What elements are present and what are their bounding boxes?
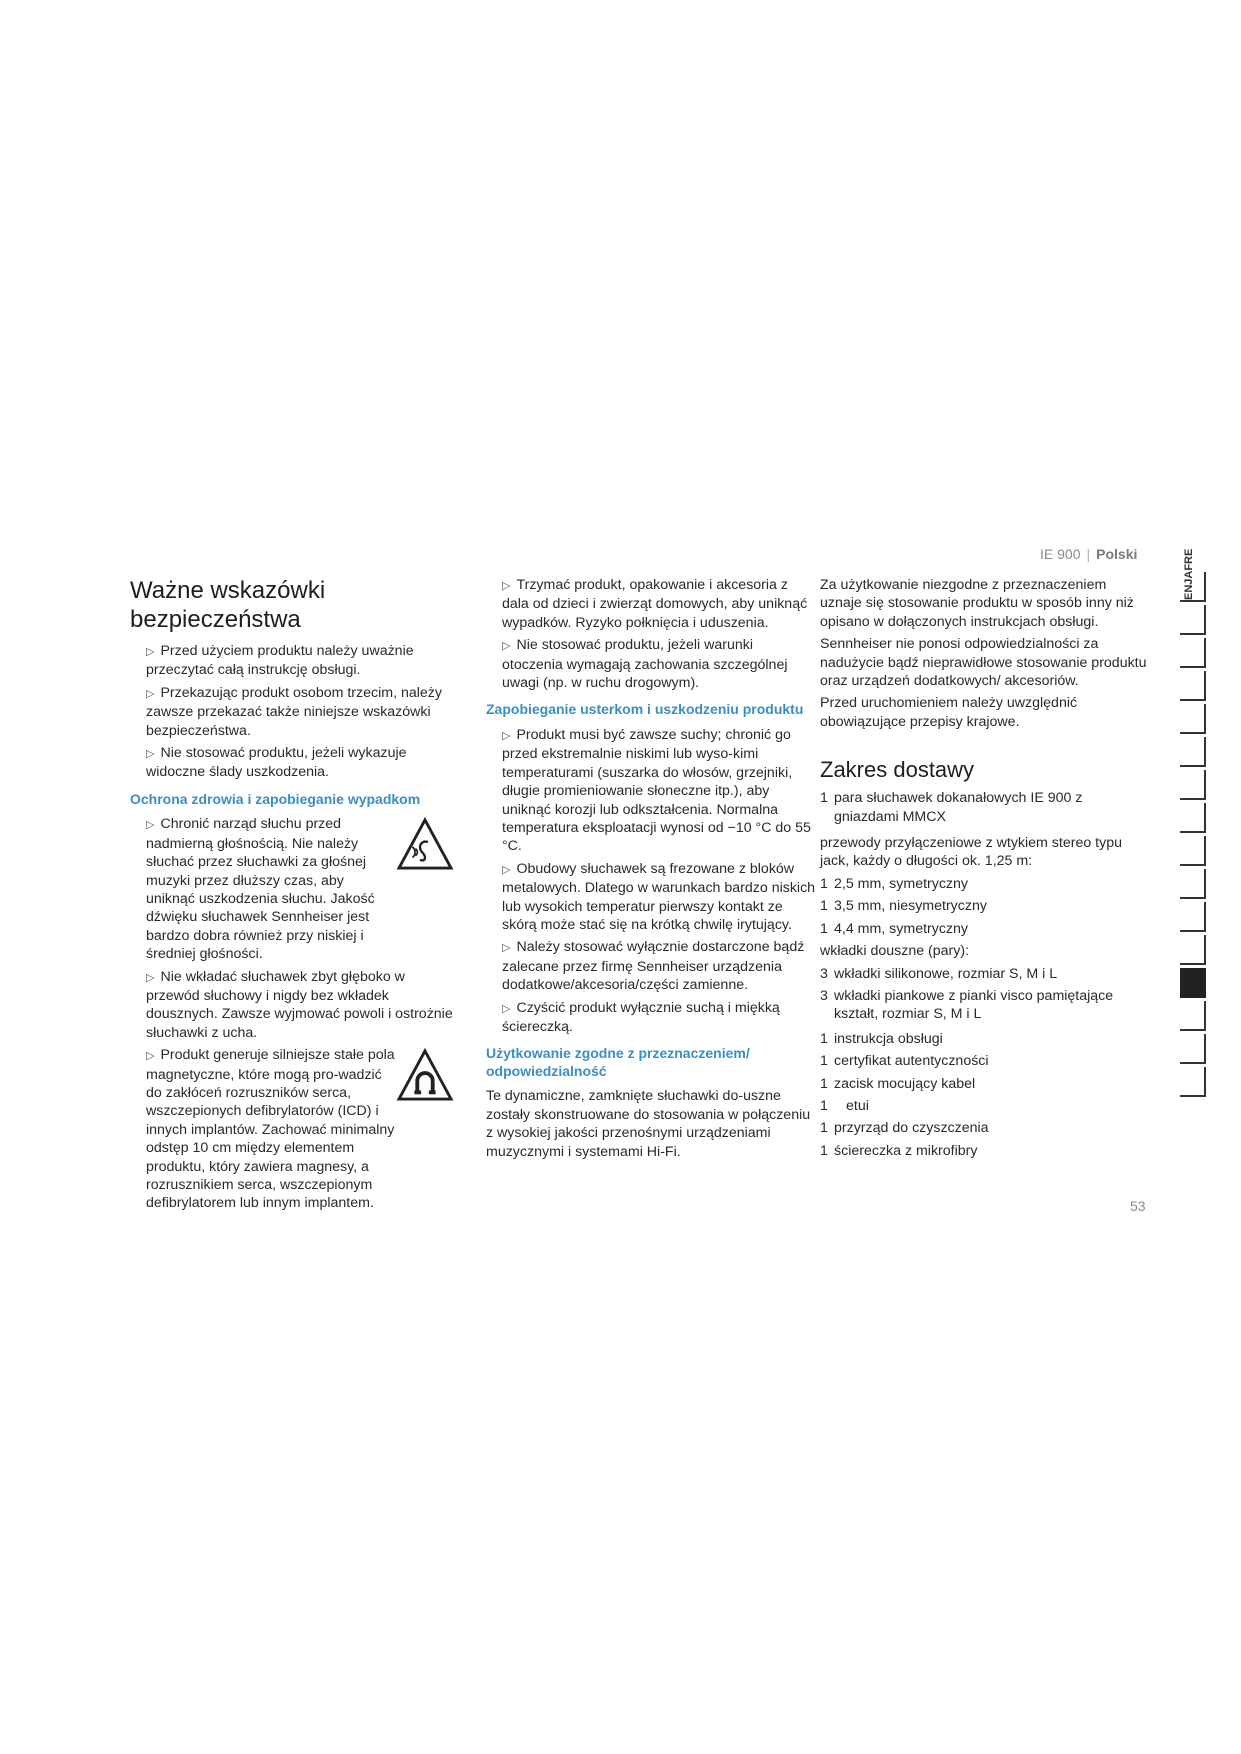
cables-list [820, 875, 1150, 938]
page-number: 53 [1130, 1198, 1146, 1214]
list-item: ▷ Nie stosować produktu, jeżeli warunki otoczenia wymagają zachowania szczególnej uwagi (np. w ruchu drogowym). [502, 637, 788, 692]
page-title: Ważne wskazówki bezpieczeństwa [130, 577, 326, 633]
chapter-tab[interactable] [1180, 902, 1206, 932]
list-item: ▷ Nie wkładać słuchawek zbyt głęboko w przewód słuchowy i nigdy bez wkładek dousznych. Zawsze wyjmować powoli i ostrożnie słuchawki z ucha. [146, 968, 453, 1041]
list-item: 1 instrukcja obsługi [820, 1030, 943, 1047]
bullet-triangle-icon: ▷ [146, 971, 155, 984]
list-item: 1 zacisk mocujący kabel [820, 1075, 976, 1092]
list-item: 1 2,5 mm, symetryczny [820, 875, 969, 892]
bullet-triangle-icon: ▷ [146, 687, 155, 700]
bullet-triangle-icon: ▷ [502, 580, 511, 592]
damage-heading: Zapobieganie usterkom i uszkodzeniu produktu [486, 701, 804, 718]
chapter-tab[interactable] [1180, 803, 1206, 833]
bullet-triangle-icon: ▷ [146, 748, 155, 761]
list-item: ▷ Chronić narząd słuchu przed nadmierną głośnością. Nie należy słuchać przez słuchawki za głośnej muzyki przez dłuższy czas, aby uniknąć uszkodzenia słuchu. Jakość dźwięku słuchawek Sennheiser jest bardzo dobra również przy niskiej i średniej głośności. [146, 816, 375, 963]
column-safety [130, 576, 460, 1217]
list-item: 1 etui [820, 1097, 869, 1114]
list-item: ▷ Przed użyciem produktu należy uważnie przeczytać całą instrukcję obsługi. [146, 643, 414, 679]
chapter-tab[interactable] [1180, 671, 1206, 701]
delivery-heading: Zakres dostawy [820, 757, 975, 783]
list-item: 3 wkładki silikonowe, rozmiar S, M i L [820, 965, 1058, 982]
list-item: ▷ Trzymać produkt, opakowanie i akcesoria z dala od dzieci i zwierząt domowych, aby uniknąć wypadków. Ryzyko połknięcia i uduszenia. [502, 577, 808, 631]
intended-use-heading: Użytkowanie zgodne z przeznaczeniem/ odpowiedzialność [486, 1045, 750, 1079]
hearing-warning [130, 815, 460, 963]
list-item: ▷ Obudowy słuchawek są frezowane z bloków metalowych. Dlatego w warunkach bardzo niskich lub wysokich temperatur pierwszy kontakt ze skórą może stać się na krótką chwilę irytujący. [502, 860, 816, 933]
magnet-warning [130, 1046, 460, 1213]
eartips-list [820, 965, 1150, 1024]
misuse-text: Za użytkowanie niezgodne z przeznaczeniem uznaje się stosowanie produktu w sposób inny niż opisano w dołączonych instrukcjach obsługi. [820, 577, 1134, 630]
bullet-triangle-icon: ▷ [146, 819, 155, 832]
list-item: ▷ Przekazując produkt osobom trzecim, należy zawsze przekazać także niniejsze wskazówki bezpieczeństwa. [146, 684, 442, 739]
chapter-tabs [1180, 548, 1206, 1100]
bullet-triangle-icon: ▷ [502, 729, 511, 742]
list-item: ▷ Nie stosować produktu, jeżeli wykazuje widoczne ślady uszkodzenia. [146, 745, 407, 781]
bullet-triangle-icon: ▷ [502, 942, 511, 955]
chapter-tab[interactable] [1180, 770, 1206, 800]
list-item: 1 3,5 mm, niesymetryczny [820, 898, 987, 915]
chapter-tab[interactable] [1180, 1001, 1206, 1031]
magnetic-field-warning-icon [396, 1048, 454, 1102]
chapter-tab[interactable] [1180, 1034, 1206, 1064]
chapter-tab[interactable] [1180, 935, 1206, 965]
bullet-triangle-icon: ▷ [502, 640, 511, 653]
list-item: ▷ Produkt generuje silniejsze stałe pola magnetyczne, które mogą pro-wadzić do zakłóceń rozruszników serca, wszczepionych defibrylatorów (ICD) i innych implantów. Zachować minimalny odstęp 10 cm między elementem produktu, który zawiera magnesy, a rozrusznikiem serca, wszczepionym defibrylatorem lub innym implantem. [146, 1047, 395, 1212]
list-item: ▷ Produkt musi być zawsze suchy; chronić go przed ekstremalnie niskimi lub wyso-kimi temperaturami (suszarka do włosów, grzejniki, długie promieniowanie słoneczne itp.), aby uniknąć korozji lub odkształcenia. Normalna temperatura eksploatacji wynosi od −10 °C do 55 °C. [502, 726, 811, 855]
tab-language-label: ENJAFRE [1183, 548, 1195, 600]
list-item: ▷ Należy stosować wyłącznie dostarczone bądź zalecane przez firmę Sennheiser urządzenia dodatkowe/akcesoria/części zamienne. [502, 939, 805, 994]
list-item: 1 przyrząd do czyszczenia [820, 1120, 989, 1137]
other-items-list [820, 1030, 1150, 1160]
regulations-text: Przed uruchomieniem należy uwzględnić obowiązujące przepisy krajowe. [820, 695, 1078, 730]
eartips-intro: wkładki douszne (pary): [820, 943, 970, 960]
chapter-tab[interactable] [1180, 638, 1206, 668]
chapter-tab[interactable] [1180, 548, 1206, 602]
header-separator: | [1086, 546, 1091, 562]
header-language: Polski [1096, 546, 1138, 562]
liability-text: Sennheiser nie ponosi odpowiedzialności za nadużycie bądź nieprawidłowe stosowanie produktu oraz urządzeń dodatkowych/ akcesoriów. [820, 636, 1147, 690]
bullet-triangle-icon: ▷ [502, 863, 511, 876]
chapter-tab[interactable] [1180, 704, 1206, 734]
chapter-tab[interactable] [1180, 1067, 1206, 1097]
chapter-tab[interactable] [1180, 968, 1206, 998]
list-item: 1 certyfikat autentyczności [820, 1053, 989, 1070]
header-product: IE 900 [1040, 546, 1081, 562]
column-delivery [820, 576, 1150, 1164]
cables-intro: przewody przyłączeniowe z wtykiem stereo typu jack, każdy o długości ok. 1,25 m: [820, 835, 1122, 870]
chapter-tab[interactable] [1180, 869, 1206, 899]
bullet-triangle-icon: ▷ [146, 1050, 155, 1063]
page-header [1040, 546, 1137, 562]
chapter-tab[interactable] [1180, 737, 1206, 767]
chapter-tab[interactable] [1180, 836, 1206, 866]
delivery-list [820, 789, 1150, 826]
column-usage [486, 576, 816, 1165]
list-item: ▷ Czyścić produkt wyłącznie suchą i miękką ściereczką. [502, 999, 780, 1036]
hearing-warning-icon [396, 817, 454, 871]
health-heading: Ochrona zdrowia i zapobieganie wypadkom [130, 790, 421, 807]
list-item: 3 wkładki piankowe z pianki visco pamiętające kształt, rozmiar S, M i L [820, 987, 1114, 1023]
intended-use-text: Te dynamiczne, zamknięte słuchawki do-uszne zostały skonstruowane do stosowania w połączeniu z wysokiej jakości przenośnymi urządzeniami muzycznymi i systemami Hi-Fi. [486, 1088, 811, 1160]
bullet-triangle-icon: ▷ [502, 1002, 511, 1015]
list-item: 1 ściereczka z mikrofibry [820, 1142, 978, 1159]
bullet-triangle-icon: ▷ [146, 646, 155, 658]
chapter-tab[interactable] [1180, 605, 1206, 635]
list-item: 1 4,4 mm, symetryczny [820, 920, 969, 937]
list-item: 1 para słuchawek dokanałowych IE 900 z gniazdami MMCX [820, 790, 1083, 825]
